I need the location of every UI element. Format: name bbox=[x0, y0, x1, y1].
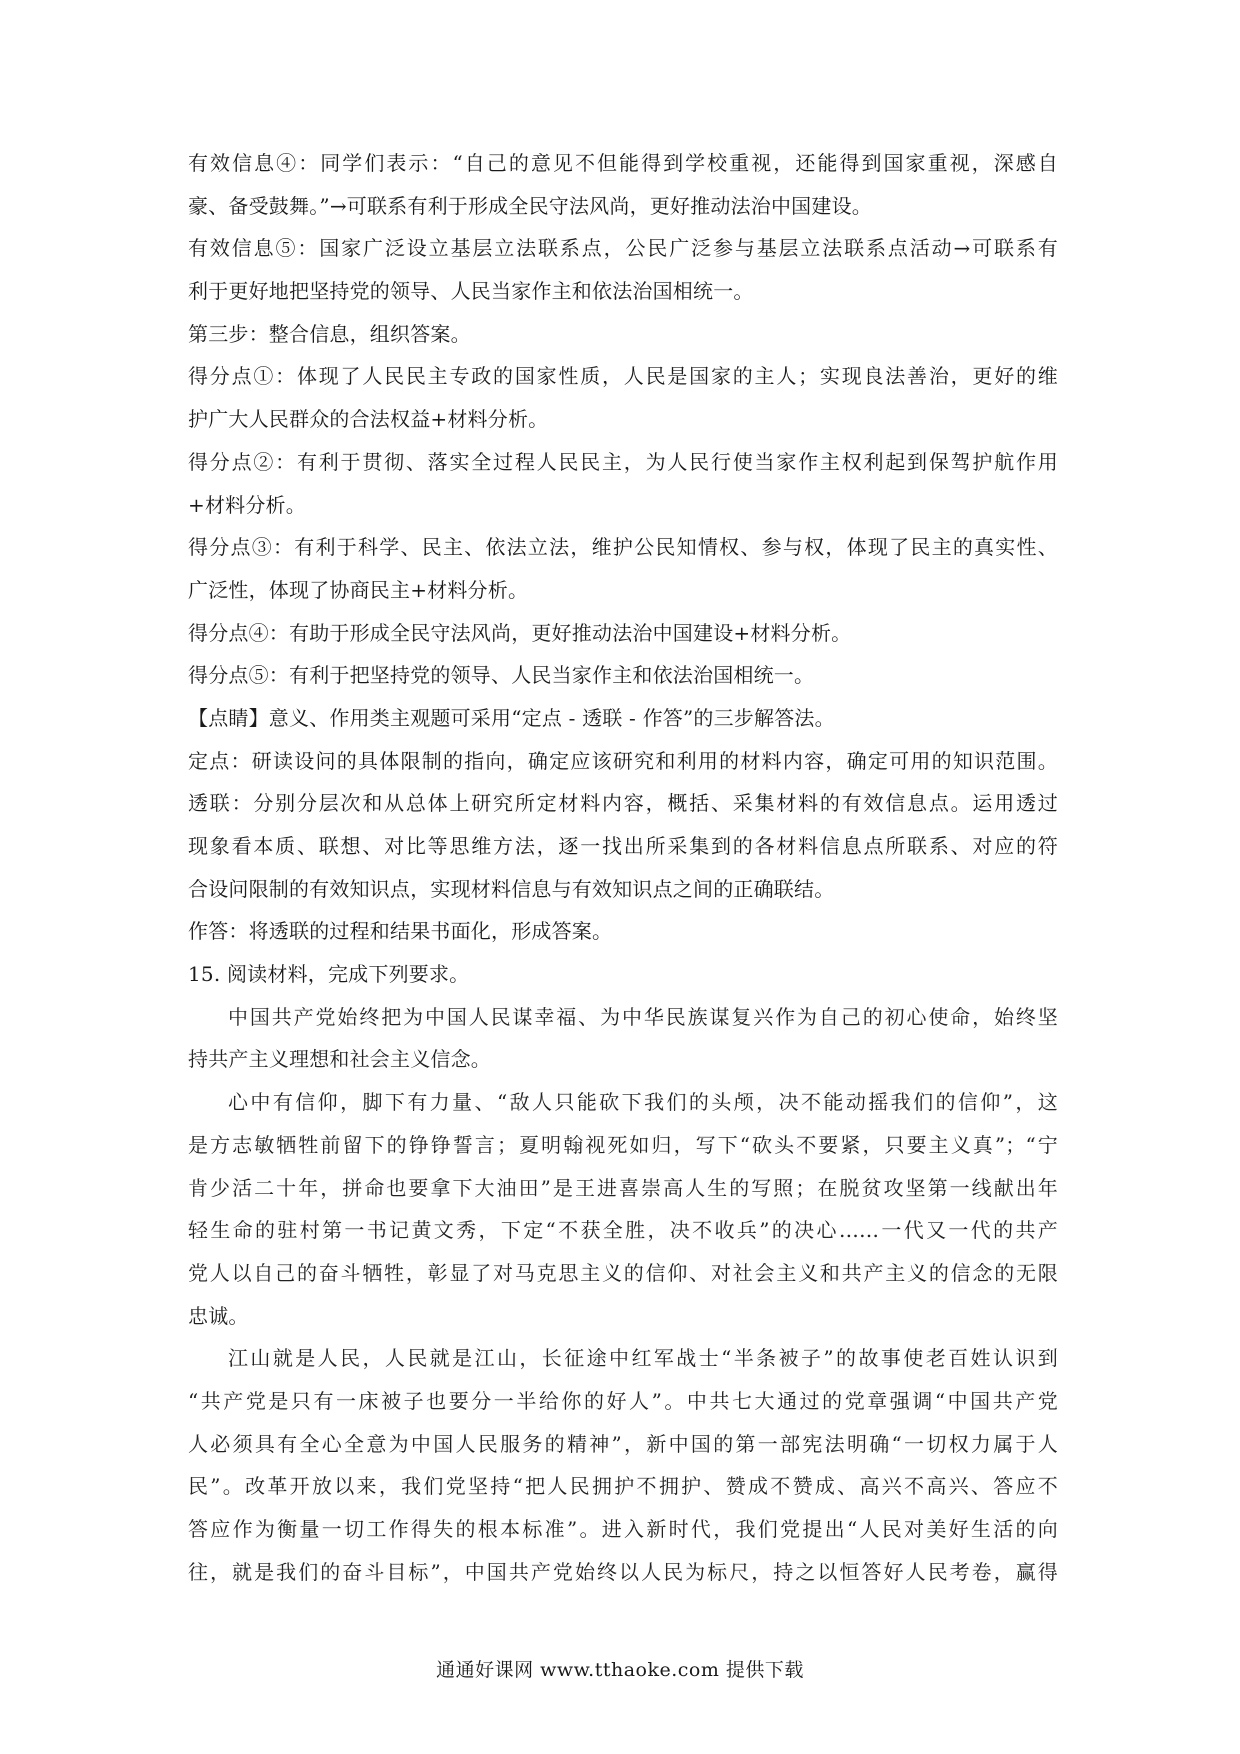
text-line: 作答：将透联的过程和结果书面化，形成答案。 bbox=[188, 919, 613, 944]
text-line: 民”。改革开放以来，我们党坚持“把人民拥护不拥护、赞成不赞成、高兴不高兴、答应不 bbox=[188, 1474, 1058, 1499]
text-line: 护广大人民群众的合法权益+材料分析。 bbox=[188, 407, 549, 432]
text-line: 中国共产党始终把为中国人民谋幸福、为中华民族谋复兴作为自己的初心使命，始终坚 bbox=[228, 1004, 1058, 1029]
text-line: “共产党是只有一床被子也要分一半给你的好人”。中共七大通过的党章强调“中国共产党 bbox=[188, 1388, 1058, 1413]
text-line: 得分点①：体现了人民民主专政的国家性质，人民是国家的主人；实现良法善治，更好的维 bbox=[188, 364, 1058, 389]
question-heading: 15. 阅读材料，完成下列要求。 bbox=[188, 962, 470, 987]
text-line: 第三步：整合信息，组织答案。 bbox=[188, 321, 471, 346]
text-line: +材料分析。 bbox=[188, 492, 306, 517]
text-line: 是方志敏牺牲前留下的铮铮誓言；夏明翰视死如归，写下“砍头不要紧，只要主义真”；“宁 bbox=[188, 1132, 1058, 1157]
text-line: 忠诚。 bbox=[188, 1303, 249, 1328]
text-line: 轻生命的驻村第一书记黄文秀，下定“不获全胜，决不收兵”的决心……一代又一代的共产 bbox=[188, 1218, 1058, 1243]
text-line: 广泛性，体现了协商民主+材料分析。 bbox=[188, 577, 529, 602]
text-line: 得分点⑤：有利于把坚持党的领导、人民当家作主和依法治国相统一。 bbox=[188, 663, 815, 688]
text-line: 定点：研读设问的具体限制的指向，确定应该研究和利用的材料内容，确定可用的知识范围。 bbox=[188, 748, 1058, 773]
text-line: 透联：分别分层次和从总体上研究所定材料内容，概括、采集材料的有效信息点。运用透过 bbox=[188, 791, 1058, 816]
text-line: 肯少活二十年，拼命也要拿下大油田”是王进喜崇高人生的写照；在脱贫攻坚第一线献出年 bbox=[188, 1175, 1058, 1200]
text-line: 得分点③：有利于科学、民主、依法立法，维护公民知情权、参与权，体现了民主的真实性、 bbox=[188, 535, 1058, 560]
text-line: 得分点④：有助于形成全民守法风尚，更好推动法治中国建设+材料分析。 bbox=[188, 620, 852, 645]
material-paragraph bbox=[188, 1337, 1058, 1593]
page-content bbox=[188, 142, 1058, 1593]
material-paragraph bbox=[188, 1081, 1058, 1337]
reading-material bbox=[188, 996, 1058, 1594]
text-line: 有效信息④：同学们表示：“自己的意见不但能得到学校重视，还能得到国家重视，深感自 bbox=[188, 151, 1058, 175]
text-line: 合设问限制的有效知识点，实现材料信息与有效知识点之间的正确联结。 bbox=[188, 876, 835, 901]
text-line: 得分点②：有利于贯彻、落实全过程人民民主，为人民行使当家作主权利起到保驾护航作用 bbox=[188, 449, 1058, 474]
page-footer: 通通好课网 www.tthaoke.com 提供下载 bbox=[436, 1659, 804, 1681]
text-line: 答应作为衡量一切工作得失的根本标准”。进入新时代，我们党提出“人民对美好生活的向 bbox=[188, 1517, 1058, 1541]
text-line: 人必须具有全心全意为中国人民服务的精神”，新中国的第一部宪法明确“一切权力属于人 bbox=[188, 1431, 1058, 1456]
text-line: 【点睛】意义、作用类主观题可采用“定点 - 透联 - 作答”的三步解答法。 bbox=[188, 705, 835, 730]
text-line: 往，就是我们的奋斗目标”，中国共产党始终以人民为标尺，持之以恒答好人民考卷，赢得 bbox=[188, 1559, 1058, 1584]
text-line: 现象看本质、联想、对比等思维方法，逐一找出所采集到的各材料信息点所联系、对应的符 bbox=[188, 834, 1058, 858]
answer-section bbox=[188, 142, 1058, 996]
text-line: 心中有信仰，脚下有力量、“敌人只能砍下我们的头颅，决不能动摇我们的信仰”，这 bbox=[228, 1090, 1058, 1115]
text-line: 有效信息⑤：国家广泛设立基层立法联系点，公民广泛参与基层立法联系点活动→可联系有 bbox=[188, 236, 1058, 261]
text-line: 利于更好地把坚持党的领导、人民当家作主和依法治国相统一。 bbox=[188, 279, 754, 304]
text-line: 豪、备受鼓舞。”→可联系有利于形成全民守法风尚，更好推动法治中国建设。 bbox=[188, 193, 872, 218]
text-line: 江山就是人民，人民就是江山，长征途中红军战士“半条被子”的故事使老百姓认识到 bbox=[228, 1346, 1058, 1371]
material-paragraph bbox=[188, 996, 1058, 1081]
text-line: 持共产主义理想和社会主义信念。 bbox=[188, 1047, 491, 1072]
text-line: 党人以自己的奋斗牺牲，彰显了对马克思主义的信仰、对社会主义和共产主义的信念的无限 bbox=[188, 1260, 1058, 1285]
